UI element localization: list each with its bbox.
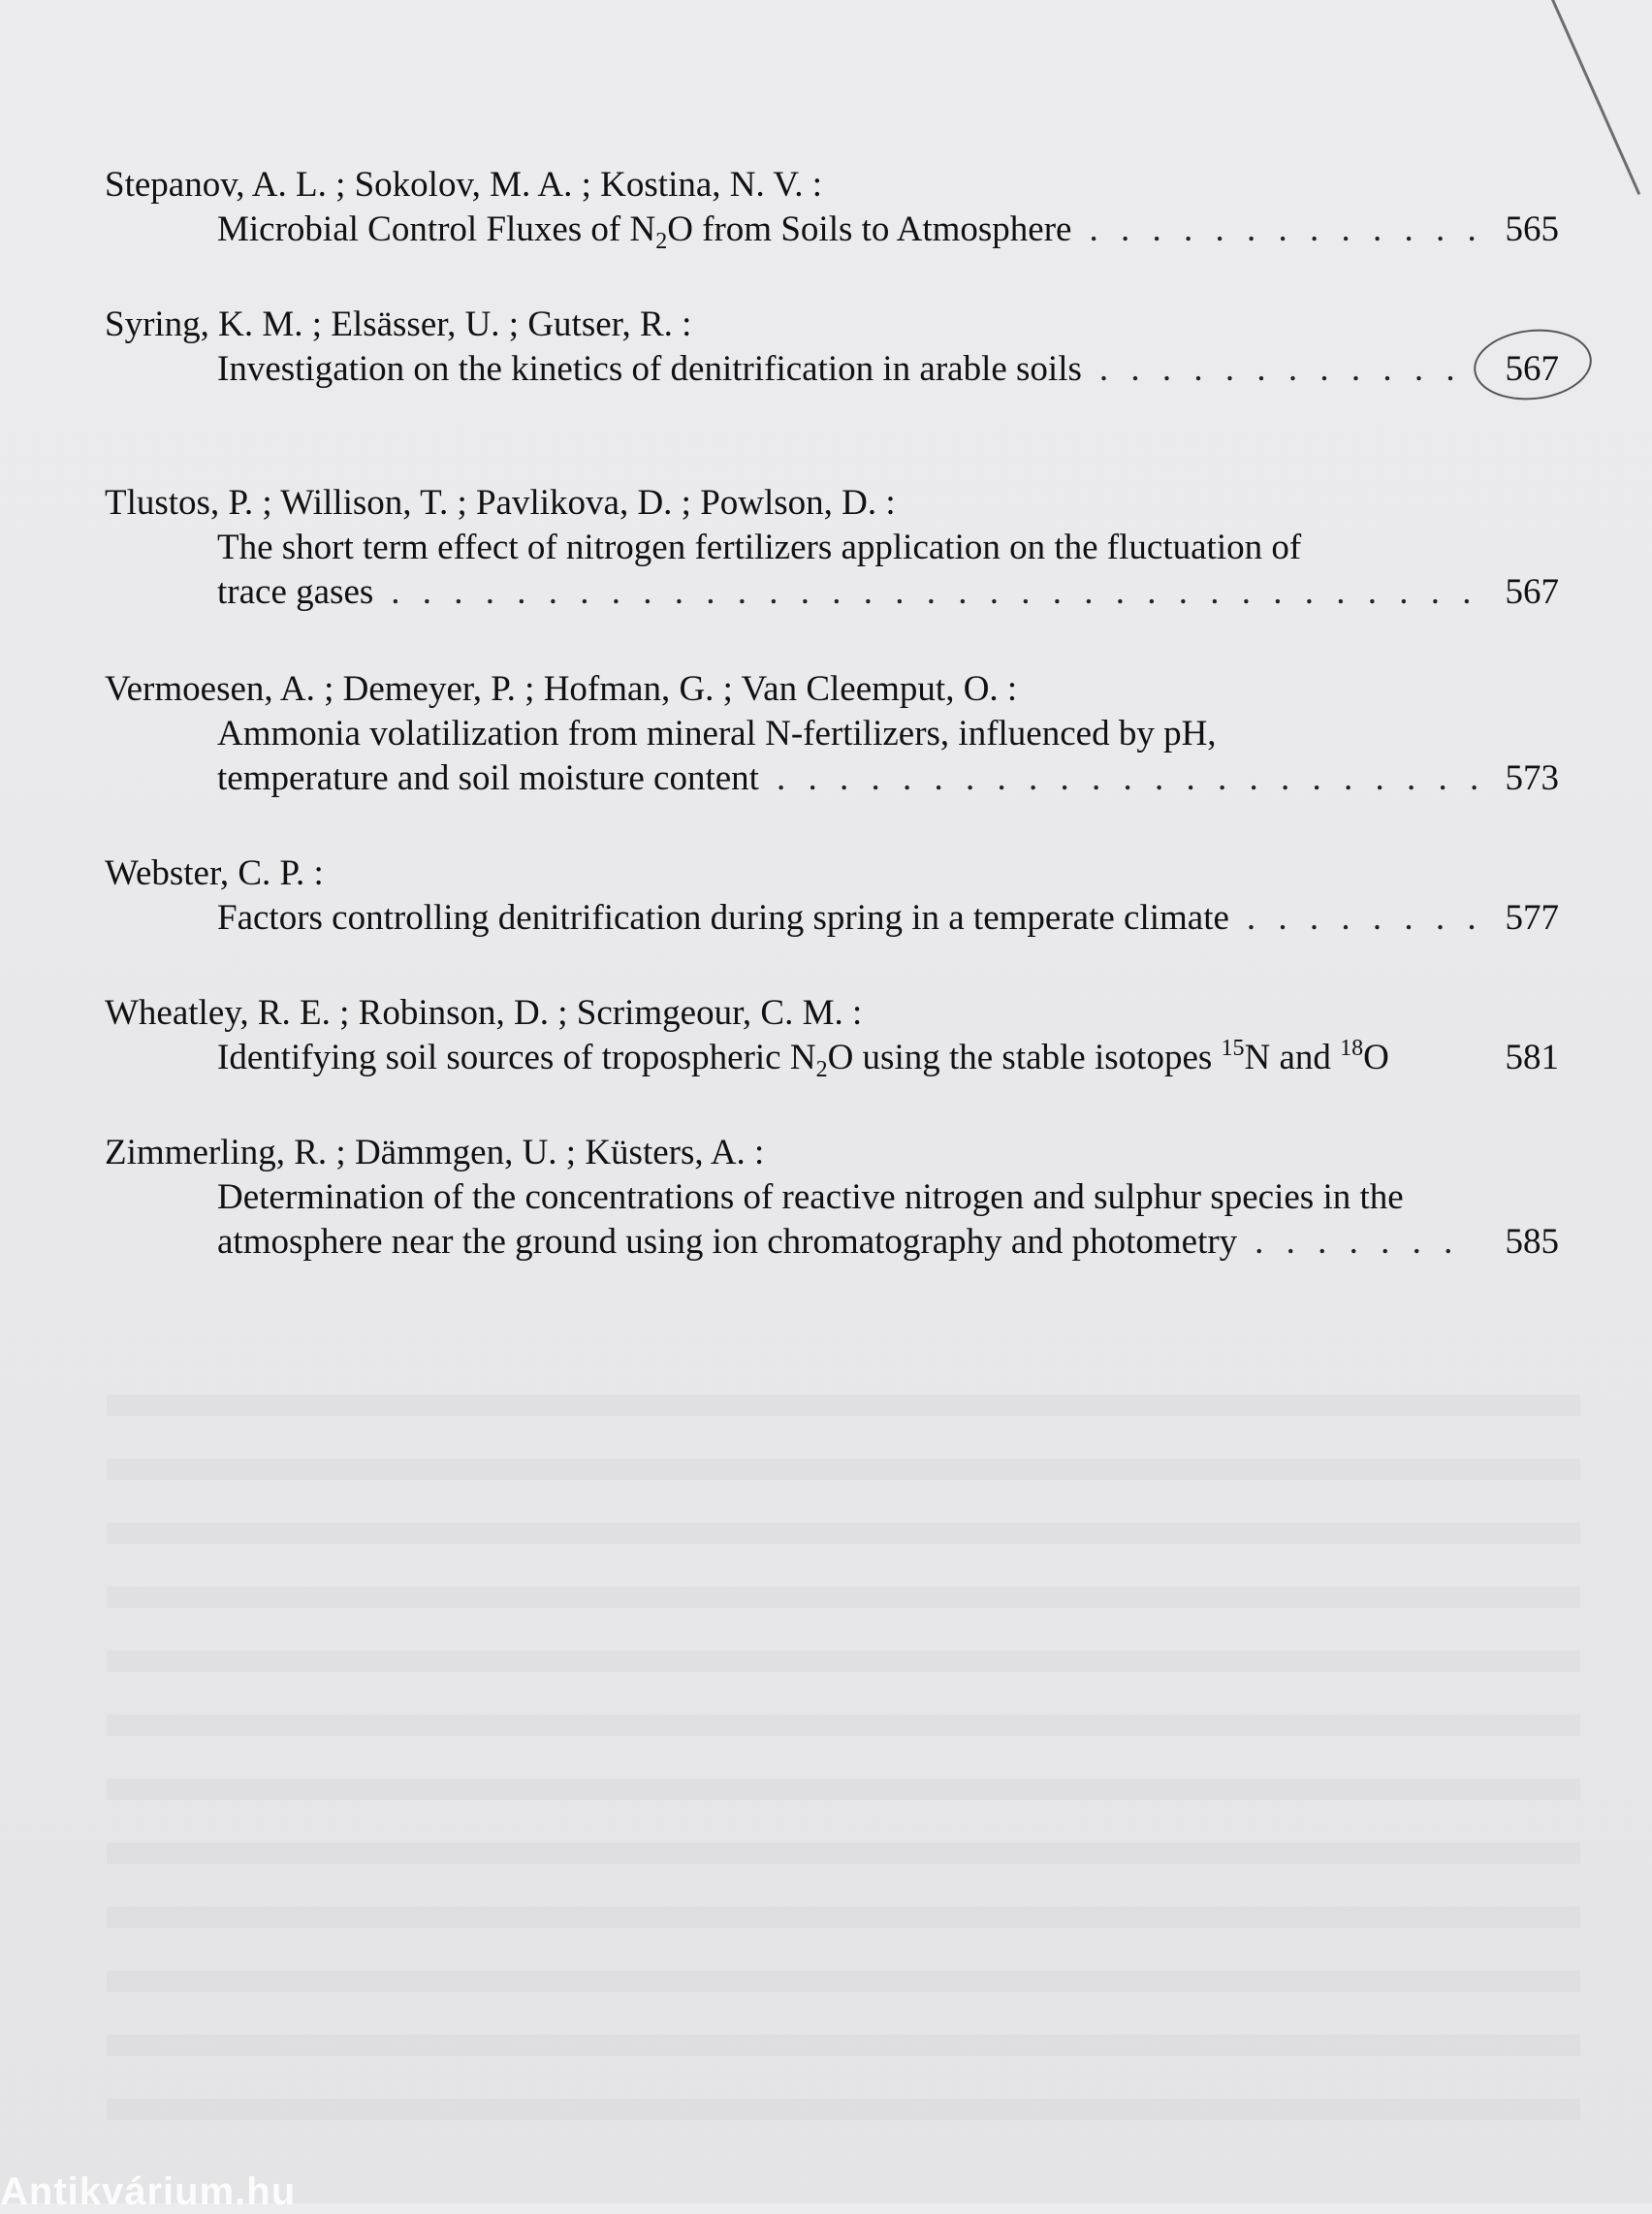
page-number-text: 567 bbox=[1505, 572, 1559, 612]
title-segment: O using the stable isotopes bbox=[827, 1038, 1222, 1077]
dot-leader bbox=[777, 756, 1477, 801]
entry-title-line bbox=[105, 1036, 1559, 1080]
entry-title bbox=[217, 712, 1217, 756]
toc-entry bbox=[105, 991, 1559, 1080]
page-number bbox=[1495, 896, 1559, 941]
entry-title bbox=[217, 526, 1301, 570]
title-segment: atmosphere near the ground using ion chromatography and photometry bbox=[217, 1222, 1238, 1262]
entry-authors: Vermoesen, A. ; Demeyer, P. ; Hofman, G. ; Van Cleemput, O. : bbox=[105, 669, 1018, 709]
title-segment: O from Soils to Atmosphere bbox=[667, 209, 1072, 249]
entry-title bbox=[217, 896, 1229, 941]
toc-entry bbox=[105, 163, 1559, 252]
entry-authors: Zimmerling, R. ; Dämmgen, U. ; Küsters, A. : bbox=[105, 1133, 765, 1172]
page-number-text: 573 bbox=[1505, 758, 1559, 798]
page-number-text: 585 bbox=[1505, 1222, 1559, 1262]
page-number bbox=[1495, 347, 1559, 392]
entry-authors: Tlustos, P. ; Willison, T. ; Pavlikova, D. ; Powlson, D. : bbox=[105, 483, 896, 523]
entry-title bbox=[217, 208, 1071, 252]
title-segment: Microbial Control Fluxes of N bbox=[217, 209, 656, 249]
title-segment: Investigation on the kinetics of denitrification in arable soils bbox=[217, 349, 1082, 389]
page-number-text: 567 bbox=[1505, 349, 1559, 389]
toc-entry bbox=[105, 481, 1559, 615]
dot-leader bbox=[1099, 347, 1477, 392]
entry-title-line bbox=[105, 756, 1559, 801]
entry-title-line bbox=[105, 1220, 1559, 1265]
title-segment: N and bbox=[1244, 1038, 1341, 1077]
subscript: 2 bbox=[815, 1057, 828, 1082]
toc-entry bbox=[105, 303, 1559, 392]
entry-title bbox=[217, 1036, 1389, 1080]
dot-leader bbox=[1247, 896, 1477, 941]
superscript: 18 bbox=[1340, 1036, 1364, 1061]
page-number-text: 581 bbox=[1505, 1038, 1559, 1077]
page-edge-line bbox=[1551, 0, 1640, 195]
show-through-text bbox=[107, 1358, 1580, 2153]
page-number-text: 565 bbox=[1505, 209, 1559, 249]
entry-authors: Syring, K. M. ; Elsässer, U. ; Gutser, R. : bbox=[105, 305, 692, 344]
entry-title-line bbox=[105, 1175, 1559, 1220]
entry-authors: Wheatley, R. E. ; Robinson, D. ; Scrimgeour, C. M. : bbox=[105, 993, 863, 1033]
page-number bbox=[1495, 208, 1559, 252]
toc-entry bbox=[105, 1131, 1559, 1265]
watermark-text: Antikvárium.hu bbox=[0, 2170, 297, 2213]
entry-title-line bbox=[105, 347, 1559, 392]
title-segment: Determination of the concentrations of reactive nitrogen and sulphur species in the bbox=[217, 1177, 1404, 1217]
entry-title bbox=[217, 1220, 1237, 1265]
entry-title bbox=[217, 756, 759, 801]
superscript: 15 bbox=[1221, 1036, 1245, 1061]
title-segment: trace gases bbox=[217, 572, 374, 612]
title-segment: O bbox=[1363, 1038, 1389, 1077]
title-segment: The short term effect of nitrogen fertilizers application on the fluctuation of bbox=[217, 528, 1302, 567]
title-segment: Ammonia volatilization from mineral N-fertilizers, influenced by pH, bbox=[217, 714, 1217, 754]
entry-title-line bbox=[105, 712, 1559, 756]
entry-authors: Stepanov, A. L. ; Sokolov, M. A. ; Kostina, N. V. : bbox=[105, 165, 823, 205]
entry-title bbox=[217, 1175, 1404, 1220]
title-segment: Factors controlling denitrification during spring in a temperate climate bbox=[217, 898, 1229, 938]
title-segment: temperature and soil moisture content bbox=[217, 758, 759, 798]
page-number bbox=[1495, 1036, 1559, 1080]
table-of-contents bbox=[105, 163, 1559, 1265]
page-number bbox=[1495, 570, 1559, 615]
dot-leader bbox=[1089, 208, 1477, 252]
entry-title-line bbox=[105, 570, 1559, 615]
entry-title-line bbox=[105, 208, 1559, 252]
toc-entry bbox=[105, 851, 1559, 941]
title-segment: Identifying soil sources of tropospheric N bbox=[217, 1038, 816, 1077]
page-number-text: 577 bbox=[1505, 898, 1559, 938]
page-number bbox=[1495, 756, 1559, 801]
entry-title bbox=[217, 347, 1082, 392]
page-number bbox=[1495, 1220, 1559, 1265]
entry-authors: Webster, C. P. : bbox=[105, 853, 324, 893]
entry-title-line bbox=[105, 526, 1559, 570]
dot-leader bbox=[1255, 1220, 1477, 1265]
toc-entry bbox=[105, 667, 1559, 801]
subscript: 2 bbox=[655, 229, 668, 254]
entry-title-line bbox=[105, 896, 1559, 941]
entry-title bbox=[217, 570, 373, 615]
dot-leader bbox=[391, 570, 1477, 615]
